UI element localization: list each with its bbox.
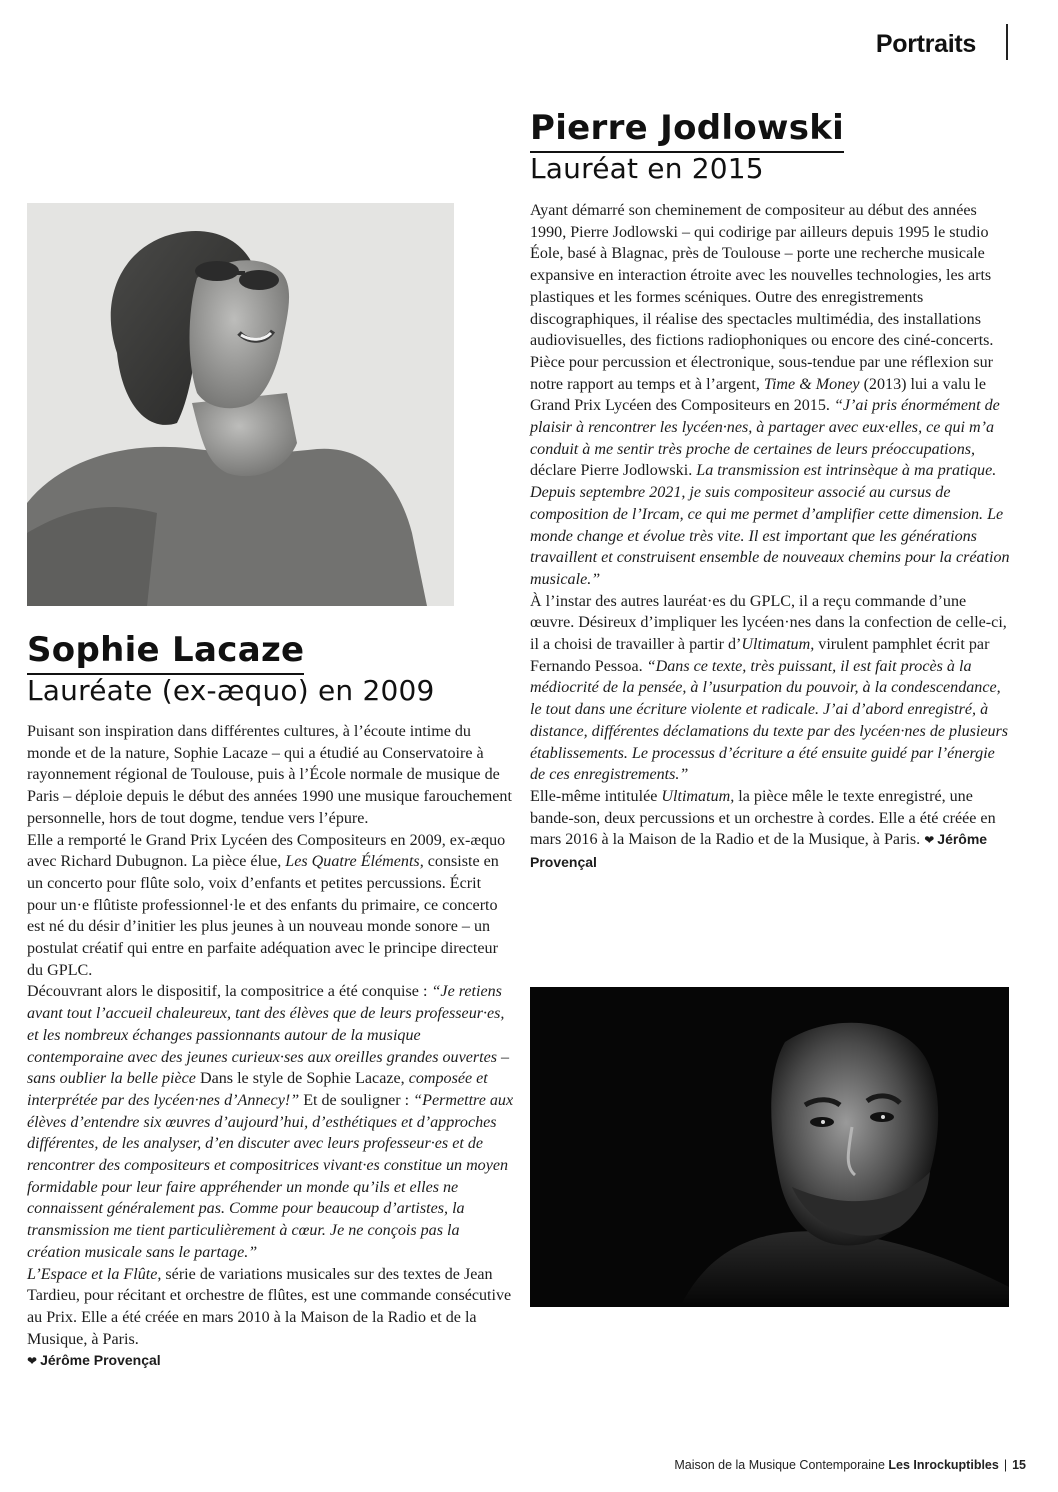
work-title: Ultimatum, [741, 636, 815, 654]
quote: composée et interprétée par des lycéen·nes d’Annecy!” [27, 1070, 488, 1109]
text: Dans le style de Sophie Lacaze, [199, 1070, 405, 1088]
text: Découvrant alors le dispositif, la compositrice a été conquise : [27, 983, 428, 1001]
page-number: 15 [1012, 1458, 1026, 1472]
quote: “Je retiens avant tout l’accueil chaleureux, tant des élèves que de leurs professeur·es, et les nombreux échanges passionnants autour de la musique contemporaine avec des jeunes curieux·ses aux oreilles grandes ouvertes – sans oublier la belle pièce [27, 983, 510, 1088]
footer-publisher: Maison de la Musique Contemporaine [674, 1458, 885, 1472]
work-title: Ultimatum, [661, 787, 735, 805]
photo-sophie-lacaze [27, 203, 454, 606]
paragraph [27, 981, 514, 1263]
text: Elle a remporté le Grand Prix Lycéen des Compositeurs en 2009, ex-æquo avec Richard Dubugnon. La pièce élue, [27, 831, 506, 871]
quote: “Dans ce texte, très puissant, il est fait procès à la médiocrité de la pensée, à l’usurpation du pouvoir, à la condescendance, le tout dans une écriture violente et radicale. J’ai d’abord enregistré, à distance, différentes déclamations du texte par des lycéen·nes de plusieurs établissements. Le processus d’écriture a été ensuite guidé par l’énergie de ces enregistrements.” [530, 657, 1009, 784]
paragraph [27, 1264, 514, 1351]
paragraph [530, 786, 1012, 874]
text: Pièce pour percussion et électronique, sous-tendue par une réflexion sur notre rapport au temps et à l’argent, [530, 353, 993, 393]
footer-magazine: Les Inrockuptibles [888, 1458, 999, 1472]
author-name: Jérôme Provençal [40, 1352, 161, 1369]
footer-separator: | [1003, 1458, 1008, 1472]
text: série de variations musicales sur des textes de Jean Tardieu, pour récitant et orchestre de flûtes, est une commande consécutive au Prix. Elle a été créée en mars 2010 à la Maison de la Radio et de la Musique, à Paris. [27, 1265, 512, 1348]
subtitle-sophie-lacaze: Lauréate (ex-æquo) en 2009 [27, 674, 435, 707]
section-divider [1006, 24, 1008, 60]
name-sophie-lacaze: Sophie Lacaze [27, 630, 304, 675]
work-title: Time & Money [763, 375, 860, 393]
text: virulent pamphlet écrit par Fernando Pessoa. [530, 636, 990, 675]
work-title: Les Quatre Éléments, [285, 853, 424, 871]
article-sophie-lacaze [27, 721, 514, 1373]
text: Elle-même intitulée [530, 787, 658, 805]
text: (2013) lui a valu le Grand Prix Lycéen des Compositeurs en 2015. [530, 375, 987, 415]
article-pierre-jodlowski [530, 200, 1012, 874]
section-label: Portraits [875, 30, 976, 58]
text: déclare Pierre Jodlowski. [530, 462, 693, 480]
portrait-illustration-lacaze [27, 203, 454, 606]
paragraph [530, 591, 1012, 786]
text: Ayant démarré son cheminement de compositeur au début des années 1990, Pierre Jodlowski – qui codirige par ailleurs depuis 1995 le studio Éole, basé à Blagnac, près de Toulouse – porte une recherche musicale expansive en interaction étroite avec les nouvelles technologies, les arts plastiques et les formes scéniques. Outre des enregistrements discographiques, il réalise des spectacles multimédia, des installations audiovisuelles, des fictions radiophoniques ou encore des ciné-concerts. [530, 202, 994, 350]
quote: “J’ai pris énormément de plaisir à rencontrer les lycéen·nes, à partager avec eux·elles, ce qui m’a conduit à me sentir très proche de certaines de leurs préoccupations, [530, 397, 1000, 458]
page-footer [674, 1458, 1026, 1472]
paragraph [530, 200, 1012, 352]
subtitle-pierre-jodlowski: Lauréat en 2015 [530, 152, 764, 185]
name-pierre-jodlowski: Pierre Jodlowski [530, 108, 844, 153]
work-title: L’Espace et la Flûte, [27, 1265, 162, 1283]
author-icon: ❤ [27, 1354, 38, 1369]
text: Et de souligner : [303, 1091, 410, 1109]
text: la pièce mêle le texte enregistré, une bande-son, deux percussions et un orchestre à cordes. Elle a été créée en mars 2016 à la Maison de la Radio et de la Musique, à Paris. [530, 787, 996, 849]
text: consiste en un concerto pour flûte solo, voix d’enfants et petites percussions. Écrit pour un·e flûtiste professionnel·le et des enfants du primaire, ce concerto est né du désir d’initier les plus jeunes à un nouveau monde sonore – un postulat créatif qui entre en parfaite adéquation avec le principe directeur du GPLC. [27, 853, 499, 979]
author-icon: ❤ [924, 833, 935, 848]
photo-pierre-jodlowski [530, 987, 1009, 1307]
portrait-illustration-jodlowski [530, 987, 1009, 1307]
quote: “Permettre aux élèves d’entendre six œuvres d’aujourd’hui, d’esthétiques et d’approches différentes, de les analyser, d’en discuter avec leurs professeur·es et de rencontrer des compositeurs et compositrices vivant·es constitue un moyen formidable pour leur faire appréhender un monde qu’ils et elles ne connaissent généralement pas. Comme pour beaucoup d’artistes, la transmission me tient particulièrement à cœur. Je ne conçois pas la création musicale sans le partage.” [27, 1091, 514, 1261]
text: À l’instar des autres lauréat·es du GPLC, il a reçu commande d’une œuvre. Désireux d’impliquer les lycéen·nes dans la confection de celle-ci, il a choisi de travailler à partir d’ [530, 592, 1007, 654]
text: Puisant son inspiration dans différentes cultures, à l’écoute intime du monde et de la nature, Sophie Lacaze – qui a étudié au Conservatoire à rayonnement régional de Toulouse, puis à l’École normale de musique de Paris – déploie depuis le début des années 1990 une musique farouchement personnelle, hors de tout dogme, tendue vers l’épure. [27, 723, 512, 827]
paragraph [530, 352, 1012, 591]
quote: La transmission est intrinsèque à ma pratique. Depuis septembre 2021, je suis compositeur associé au cursus de composition de l’Ircam, ce qui me permet d’amplifier cette dimension. Le monde change et évolue très vite. Il est important que les générations travaillent et construisent ensemble de nouveaux chemins pour la création musicale.” [530, 462, 1010, 588]
author-credit [27, 1350, 514, 1373]
paragraph [27, 721, 514, 830]
author-name: Jérôme Provençal [530, 831, 988, 871]
paragraph [27, 830, 514, 982]
